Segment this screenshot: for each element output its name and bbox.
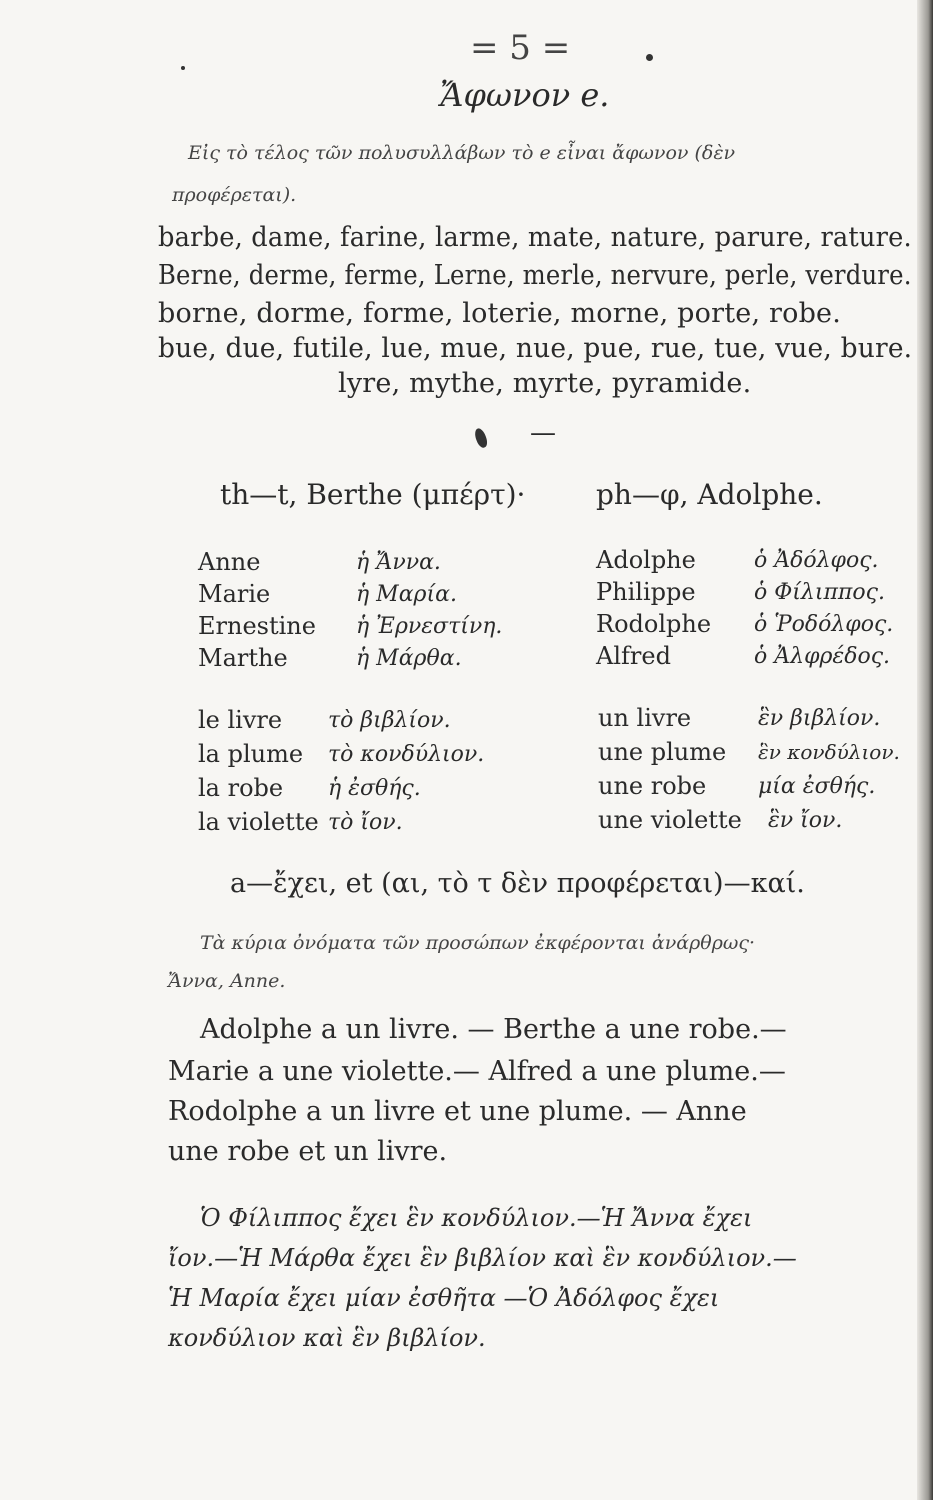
page-edge-shadow bbox=[917, 0, 933, 1500]
name-fr: Marthe bbox=[198, 644, 288, 672]
name-gr: ὁ Ῥοδόλφος. bbox=[754, 612, 894, 637]
noun-fr: une robe bbox=[598, 772, 707, 800]
rule-line-1: Εἰς τὸ τέλος τῶν πολυσυλλάβων τὸ e εἶναι ἄφωνον (δὲν bbox=[188, 142, 736, 164]
ph-rule: ph—φ, Adolphe. bbox=[596, 478, 823, 511]
pronunciation-rule: a—ἔχει, et (αι, τὸ τ δὲν προφέρεται)—καί. bbox=[230, 868, 805, 899]
name-gr: ἡ Μαρία. bbox=[356, 582, 457, 607]
name-fr: Adolphe bbox=[596, 546, 696, 574]
ink-blot bbox=[473, 427, 489, 449]
name-gr: ἡ Ἄννα. bbox=[356, 550, 441, 575]
word-line: barbe, dame, farine, larme, mate, nature, parure, rature. bbox=[158, 222, 912, 253]
noun-fr: la plume bbox=[198, 740, 304, 768]
name-fr: Anne bbox=[198, 548, 261, 576]
th-rule: th—t, Berthe (μπέρτ)· bbox=[220, 478, 526, 511]
rule-line-2: προφέρεται). bbox=[172, 184, 297, 206]
noun-fr: une plume bbox=[598, 738, 727, 766]
word-line: Berne, derme, ferme, Lerne, merle, nervure, perle, verdure. bbox=[158, 260, 912, 291]
speck bbox=[181, 66, 185, 70]
separator-dash: — bbox=[530, 418, 556, 448]
french-paragraph-line: une robe et un livre. bbox=[168, 1136, 448, 1167]
greek-paragraph-line: ἴον.—Ἡ Μάρθα ἔχει ἓν βιβλίον καὶ ἓν κονδύλιον.— bbox=[168, 1244, 797, 1272]
greek-paragraph-line: Ὁ Φίλιππος ἔχει ἓν κονδύλιον.—Ἡ Ἄννα ἔχει bbox=[200, 1204, 753, 1232]
note-line-2: Ἄννα, Anne. bbox=[168, 970, 286, 992]
name-gr: ἡ Μάρθα. bbox=[356, 646, 462, 671]
noun-gr: τὸ ἴον. bbox=[328, 810, 403, 835]
page-number: = 5 = bbox=[470, 28, 571, 68]
section-heading: Ἄφωνον e. bbox=[440, 76, 610, 114]
noun-gr: ἓν ἴον. bbox=[768, 808, 843, 833]
name-fr: Philippe bbox=[596, 578, 696, 606]
noun-gr: μία ἐσθής. bbox=[758, 774, 876, 799]
name-gr: ἡ Ἐρνεστίνη. bbox=[356, 614, 503, 639]
greek-paragraph-line: Ἡ Μαρία ἔχει μίαν ἐσθῆτα —Ὁ Ἀδόλφος ἔχει bbox=[168, 1284, 720, 1312]
noun-fr: un livre bbox=[598, 704, 692, 732]
noun-gr: τὸ κονδύλιον. bbox=[328, 742, 485, 767]
name-fr: Rodolphe bbox=[596, 610, 712, 638]
noun-fr: la violette bbox=[198, 808, 319, 836]
name-fr: Marie bbox=[198, 580, 271, 608]
noun-fr: le livre bbox=[198, 706, 283, 734]
name-gr: ὁ Φίλιππος. bbox=[754, 580, 885, 605]
word-line: borne, dorme, forme, loterie, morne, porte, robe. bbox=[158, 298, 842, 329]
noun-gr: ἓν βιβλίον. bbox=[758, 706, 881, 731]
name-fr: Ernestine bbox=[198, 612, 316, 640]
word-line: lyre, mythe, myrte, pyramide. bbox=[338, 368, 752, 399]
word-line: bue, due, futile, lue, mue, nue, pue, rue, tue, vue, bure. bbox=[158, 333, 913, 364]
greek-paragraph-line: κονδύλιον καὶ ἓν βιβλίον. bbox=[168, 1324, 486, 1352]
french-paragraph-line: Marie a une violette.— Alfred a une plume.— bbox=[168, 1056, 786, 1087]
noun-gr: ἡ ἐσθής. bbox=[328, 776, 421, 801]
french-paragraph-line: Rodolphe a un livre et une plume. — Anne bbox=[168, 1096, 747, 1127]
noun-gr: τὸ βιβλίον. bbox=[328, 708, 451, 733]
note-line-1: Τὰ κύρια ὀνόματα τῶν προσώπων ἐκφέρονται ἀνάρθρως· bbox=[200, 932, 756, 954]
noun-fr: la robe bbox=[198, 774, 284, 802]
name-fr: Alfred bbox=[596, 642, 671, 670]
speck bbox=[646, 54, 653, 61]
name-gr: ὁ Ἀλφρέδος. bbox=[754, 644, 891, 669]
french-paragraph-line: Adolphe a un livre. — Berthe a une robe.— bbox=[200, 1014, 787, 1045]
noun-gr: ἓν κονδύλιον. bbox=[758, 740, 900, 764]
name-gr: ὁ Ἀδόλφος. bbox=[754, 548, 879, 573]
noun-fr: une violette bbox=[598, 806, 742, 834]
